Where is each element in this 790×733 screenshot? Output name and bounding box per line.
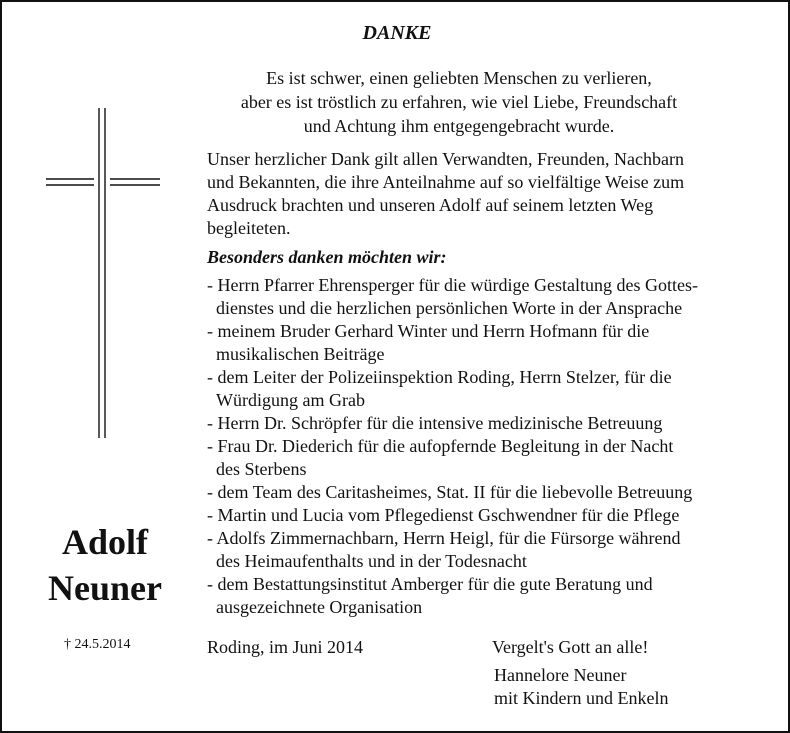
list-item-continuation: des Heimaufenthalts und in der Todesnacht — [216, 551, 527, 571]
list-item-continuation: ausgezeichnete Organisation — [216, 597, 423, 617]
thanks-paragraph — [207, 148, 684, 240]
intro-text — [199, 66, 719, 138]
signature-line: Hannelore Neuner — [494, 665, 627, 685]
deceased-name — [40, 519, 170, 611]
signature-line: mit Kindern und Enkeln — [494, 688, 669, 708]
list-item: - Frau Dr. Diederich für die aufopfernde Begleitung in der Nacht — [207, 436, 674, 456]
deceased-first-name: Adolf — [61, 522, 148, 562]
intro-line: und Achtung ihm entgegengebracht wurde. — [303, 116, 615, 136]
list-item: - Herrn Dr. Schröpfer für die intensive medizinische Betreuung — [207, 413, 663, 433]
list-item-continuation: musikalischen Beiträge — [216, 344, 385, 364]
thanks-line: Ausdruck brachten und unseren Adolf auf seinem letzten Weg — [207, 195, 654, 215]
title: DANKE — [362, 22, 432, 44]
list-item: - Adolfs Zimmernachbarn, Herrn Heigl, für die Fürsorge während — [207, 528, 681, 548]
deceased-last-name: Neuner — [48, 568, 162, 608]
thanks-line: Unser herzlicher Dank gilt allen Verwandten, Freunden, Nachbarn — [207, 149, 684, 169]
signature — [494, 664, 668, 710]
place-date: Roding, im Juni 2014 — [207, 637, 364, 657]
list-item: - Herrn Pfarrer Ehrensperger für die würdige Gestaltung des Gottes- — [207, 275, 698, 295]
thanks-line: und Bekannten, die ihre Anteilnahme auf so vielfältige Weise zum — [207, 172, 685, 192]
list-item: - Martin und Lucia vom Pflegedienst Gschwendner für die Pflege — [207, 505, 680, 525]
double-line-cross-icon — [42, 108, 167, 438]
special-thanks-heading: Besonders danken möchten wir: — [207, 247, 447, 267]
intro-line: Es ist schwer, einen geliebten Menschen zu verlieren, — [266, 68, 652, 88]
list-item-continuation: Würdigung am Grab — [216, 390, 365, 410]
intro-line: aber es ist tröstlich zu erfahren, wie viel Liebe, Freundschaft — [240, 92, 678, 112]
list-item: - dem Bestattungsinstitut Amberger für die gute Beratung und — [207, 574, 653, 594]
list-item: - meinem Bruder Gerhard Winter und Herrn Hofmann für die — [207, 321, 650, 341]
thanks-line: begleiteten. — [207, 218, 291, 238]
list-item: - dem Team des Caritasheimes, Stat. II für die liebevolle Betreuung — [207, 482, 693, 502]
list-item: - dem Leiter der Polizeiinspektion Roding, Herrn Stelzer, für die — [207, 367, 672, 387]
list-item-continuation: des Sterbens — [216, 459, 307, 479]
closing-phrase: Vergelt's Gott an alle! — [492, 637, 649, 657]
death-date: † 24.5.2014 — [64, 637, 131, 652]
list-item-continuation: dienstes und die herzlichen persönlichen Worte in der Ansprache — [216, 298, 683, 318]
thanks-list — [207, 274, 698, 619]
